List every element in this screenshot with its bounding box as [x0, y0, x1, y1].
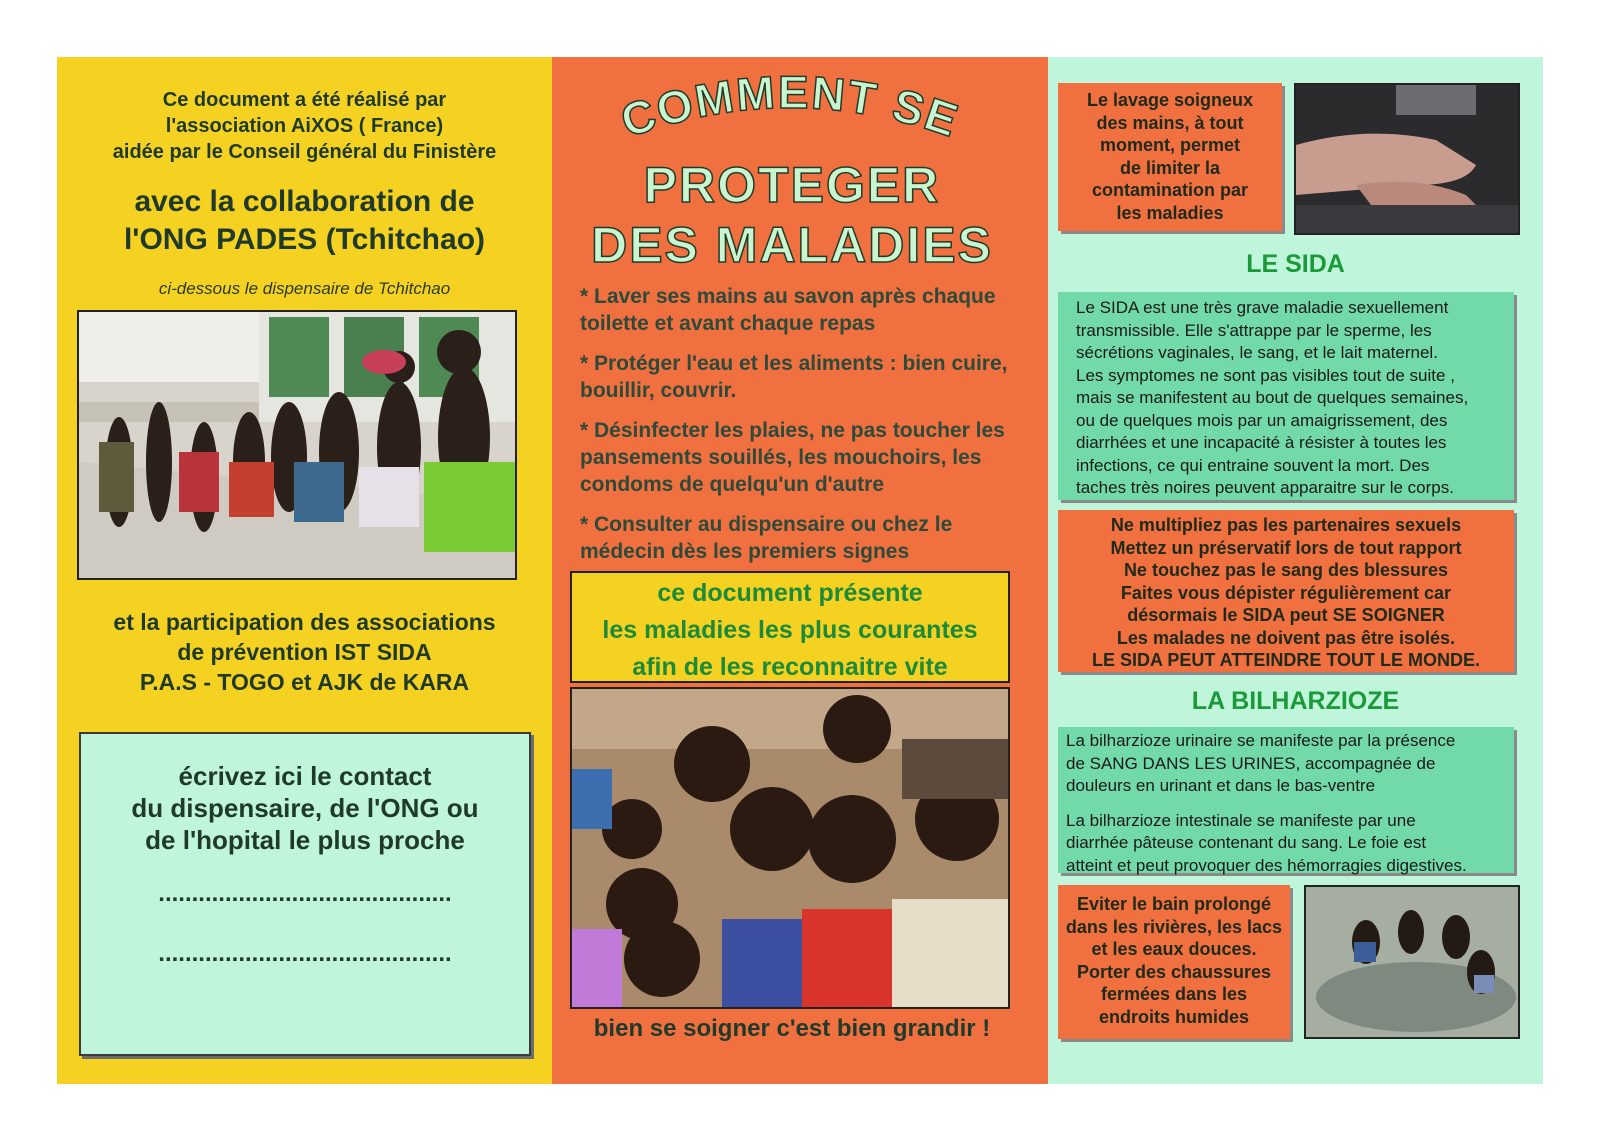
left-panel [57, 57, 552, 1084]
prevention-item: * Désinfecter les plaies, ne pas toucher les pansements souillés, les mouchoirs, les condoms de quelqu'un d'autre [580, 419, 1005, 496]
credit-text: Ce document a été réalisé par l'association AiXOS ( France) aidée par le Conseil général du Finistère [112, 89, 497, 163]
footer-slogan: bien se soigner c'est bien grandir ! [593, 1015, 991, 1042]
river-photo-art [1306, 887, 1518, 1037]
prevention-item: * Laver ses mains au savon après chaque toilette et avant chaque repas [580, 285, 996, 335]
dispensary-photo-art [79, 312, 515, 578]
main-title [552, 57, 1048, 279]
sida-description-box: Le SIDA est une très grave maladie sexuellement transmissible. Elle s'attrappe par le sperme, les sécrétions vaginales, le sang, et le lait maternel. Les symptomes ne sont pas visibles tout de suite , mais se manifestent au bout de quelques semaines, ou de quelques mois par un amaigrissement, des diarrhées et une incapacité à résister à toutes les infections, ce qui entraine souvent la mort. Des taches très noires peuvent apparaitre sur le corps. [1058, 292, 1514, 500]
contact-box [79, 732, 531, 1056]
prevention-item: * Consulter au dispensaire ou chez le médecin dès les premiers signes [580, 513, 953, 563]
children-photo-art [572, 689, 1008, 1007]
title-line-2: PROTEGER [643, 157, 941, 213]
bilharzioze-description-box: La bilharzioze urinaire se manifeste par la présence de SANG DANS LES URINES, accompagnée de douleurs en urinant et dans le bas-ventre La bilharzioze intestinale se manifeste par une diarrhée pâteuse contenant du sang. Le foie est atteint et peut provoquer des hémorragies digestives. [1058, 727, 1514, 873]
photo-caption: ci-dessous le dispensaire de Tchitchao [158, 279, 451, 298]
participation-text: et la participation des associations de prévention IST SIDA P.A.S - TOGO et AJK de KARA [113, 609, 496, 695]
bilharzioze-heading: LA BILHARZIOZE [1191, 687, 1400, 715]
prevention-item: * Protéger l'eau et les aliments : bien cuire, bouillir, couvrir. [580, 352, 1008, 402]
middle-panel [552, 57, 1048, 1084]
handwashing-box: Le lavage soigneux des mains, à tout moment, permet de limiter la contamination par les maladies [1058, 83, 1282, 231]
sida-advice-box: Ne multipliez pas les partenaires sexuels Mettez un préservatif lors de tout rapport Ne touchez pas le sang des blessures Faites vous dépister régulièrement car désormais le SIDA peut SE SOIGNER Les malades ne doivent pas être isolés. LE SIDA PEUT ATTEINDRE TOUT LE MONDE. [1058, 510, 1514, 672]
contact-instructions: écrivez ici le contact du dispensaire, de l'ONG ou de l'hopital le plus proche [131, 761, 479, 855]
sida-heading: LE SIDA [1246, 250, 1345, 278]
dispensary-photo [77, 310, 517, 580]
bilharzioze-advice-box: Eviter le bain prolongé dans les rivières, les lacs et les eaux douces. Porter des chaussures fermées dans les endroits humides [1058, 885, 1290, 1039]
highlight-box: ce document présente les maladies les plus courantes afin de les reconnaitre vite [570, 571, 1010, 683]
handwashing-photo-art [1296, 85, 1518, 233]
contact-line-1: ............................................ [158, 880, 452, 907]
title-line-1: COMMENT SE [614, 65, 966, 148]
right-panel [1048, 57, 1543, 1084]
river-photo [1304, 885, 1520, 1039]
contact-line-2: ............................................ [158, 940, 452, 967]
handwashing-photo [1294, 83, 1520, 235]
children-photo [570, 687, 1010, 1009]
title-line-3: DES MALADIES [591, 217, 993, 273]
collaboration-text: avec la collaboration de l'ONG PADES (Tchitchao) [123, 185, 486, 256]
prevention-list [580, 283, 1030, 578]
